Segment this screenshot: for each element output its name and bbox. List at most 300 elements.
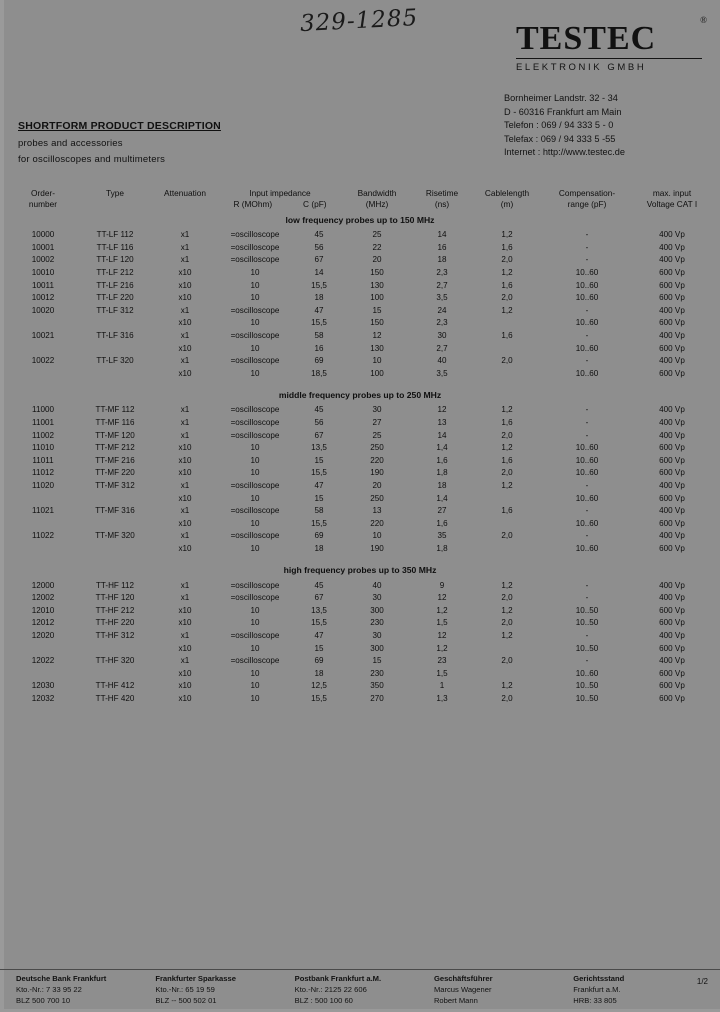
cell-order-number (10, 517, 76, 530)
cell-compensation: - (585, 331, 589, 341)
cell-type: TT-HF 420 (95, 693, 135, 703)
cell-attenuation: x1 (180, 630, 190, 640)
cell-impedance-r: 10 (250, 668, 260, 678)
footer-column-title: Gerichtsstand (573, 973, 625, 983)
cell-type: TT-MF 220 (95, 468, 135, 478)
cell-impedance-c: 47 (314, 630, 324, 640)
cell-cablelength: 2,0 (501, 531, 513, 541)
cell-max-voltage: 600 Vp (659, 468, 685, 478)
cell-order-number: 10010 (31, 268, 55, 278)
footer-column-line: Robert Mann (433, 995, 478, 1005)
cell-impedance-r: =oscilloscope (230, 580, 280, 590)
handwritten-reference-number: 329-1285 (299, 4, 419, 38)
cell-risetime: 12 (437, 405, 447, 415)
footer-column-title: Frankfurter Sparkasse (155, 973, 236, 983)
cell-compensation: 10..50 (575, 643, 599, 653)
cell-cablelength: 2,0 (501, 468, 513, 478)
cell-type: TT-LF 116 (96, 242, 134, 252)
table-row (10, 404, 710, 417)
cell-impedance-r: =oscilloscope (230, 356, 280, 366)
cell-type: TT-MF 320 (95, 531, 135, 541)
table-row (10, 543, 710, 556)
cell-risetime: 2,3 (436, 268, 448, 278)
cell-compensation: - (585, 356, 589, 366)
cell-bandwidth: 30 (372, 593, 382, 603)
cell-bandwidth: 30 (372, 405, 382, 415)
cell-attenuation: x10 (178, 293, 192, 303)
cell-attenuation: x1 (180, 230, 190, 240)
cell-cablelength: 1,6 (501, 280, 513, 290)
footer-columns (0, 974, 720, 1007)
table-row (10, 317, 710, 330)
cell-attenuation: x10 (178, 493, 192, 503)
cell-risetime: 1,5 (436, 668, 448, 678)
cell-bandwidth: 100 (370, 368, 384, 378)
cell-type (76, 492, 154, 505)
cell-impedance-r: 10 (250, 293, 260, 303)
footer-column-line: Kto.-Nr.: 2125 22 606 (294, 985, 367, 994)
document-headline (18, 120, 318, 165)
cell-risetime: 3,5 (436, 293, 448, 303)
cell-order-number: 12032 (31, 693, 55, 703)
cell-attenuation: x1 (180, 305, 190, 315)
cell-attenuation: x10 (178, 605, 192, 615)
table-row (10, 592, 710, 605)
cell-risetime: 1,8 (436, 468, 448, 478)
cell-bandwidth: 27 (372, 418, 382, 428)
cell-attenuation: x10 (178, 618, 192, 628)
cell-type (76, 517, 154, 530)
headline-subtitle-2: for oscilloscopes and multimeters (18, 154, 166, 165)
footer-column-line: Frankfurt a.M. (573, 985, 621, 994)
table-row (10, 480, 710, 493)
cell-order-number (10, 543, 76, 556)
cell-risetime: 27 (437, 506, 447, 516)
cell-compensation: - (585, 580, 589, 590)
cell-max-voltage: 600 Vp (659, 293, 685, 303)
cell-impedance-c: 18 (314, 543, 324, 553)
cell-risetime: 18 (437, 480, 447, 490)
cell-impedance-r: 10 (250, 455, 260, 465)
cell-impedance-r: 10 (250, 268, 260, 278)
cell-compensation: - (585, 656, 589, 666)
cell-impedance-c: 14 (314, 268, 324, 278)
cell-attenuation: x10 (178, 643, 192, 653)
logo-text: TESTEC (516, 20, 657, 57)
cell-max-voltage: 400 Vp (659, 480, 685, 490)
cell-cablelength (474, 642, 540, 655)
footer-column (16, 974, 147, 1007)
table-row (10, 579, 710, 592)
cell-order-number: 11001 (32, 418, 54, 428)
cell-impedance-c: 67 (314, 255, 324, 265)
table-row (10, 693, 710, 706)
cell-attenuation: x1 (180, 593, 190, 603)
cell-attenuation: x10 (178, 455, 192, 465)
cell-max-voltage: 600 Vp (659, 643, 685, 653)
cell-cablelength: 1,2 (501, 305, 513, 315)
table-row (10, 455, 710, 468)
cell-bandwidth: 230 (370, 618, 384, 628)
cell-order-number: 12000 (31, 580, 55, 590)
cell-compensation: - (585, 506, 589, 516)
cell-impedance-r: 10 (250, 493, 260, 503)
col-header-input-impedance: Input impedance R (MOhm) C (pF) (233, 188, 327, 209)
cell-bandwidth: 22 (372, 242, 382, 252)
cell-impedance-c: 15,5 (311, 468, 327, 478)
cell-max-voltage: 600 Vp (659, 618, 685, 628)
company-logo (516, 15, 708, 73)
cell-attenuation: x1 (180, 531, 190, 541)
cell-compensation: - (585, 405, 589, 415)
col-header-risetime: Risetime (ns) (425, 188, 459, 209)
cell-cablelength: 1,2 (501, 443, 513, 453)
cell-order-number: 11010 (32, 443, 54, 453)
cell-max-voltage: 600 Vp (659, 455, 685, 465)
cell-attenuation: x1 (180, 418, 190, 428)
cell-cablelength (474, 492, 540, 505)
cell-order-number: 10022 (31, 356, 55, 366)
table-section-header (10, 386, 710, 404)
cell-impedance-r: =oscilloscope (230, 255, 280, 265)
cell-order-number: 12022 (31, 656, 55, 666)
table-row (10, 492, 710, 505)
cell-impedance-c: 69 (314, 531, 324, 541)
cell-attenuation: x1 (180, 356, 190, 366)
cell-compensation: 10..60 (575, 268, 599, 278)
cell-impedance-r: =oscilloscope (230, 656, 280, 666)
cell-cablelength (474, 317, 540, 330)
table-row (10, 630, 710, 643)
cell-risetime: 2,7 (436, 343, 448, 353)
cell-compensation: 10..60 (575, 543, 599, 553)
table-section-header (10, 561, 710, 579)
cell-impedance-c: 47 (314, 305, 324, 315)
cell-max-voltage: 400 Vp (659, 242, 685, 252)
table-row (10, 667, 710, 680)
cell-type: TT-LF 216 (96, 280, 134, 290)
cell-order-number: 11022 (32, 531, 54, 541)
cell-bandwidth: 270 (370, 693, 384, 703)
address-line-internet: Internet : http://www.testec.de (504, 147, 626, 157)
cell-compensation: - (585, 430, 589, 440)
cell-order-number (10, 342, 76, 355)
cell-impedance-r: 10 (250, 543, 260, 553)
cell-attenuation: x1 (180, 580, 190, 590)
cell-bandwidth: 300 (370, 643, 384, 653)
cell-max-voltage: 400 Vp (659, 255, 685, 265)
cell-impedance-r: 10 (250, 343, 260, 353)
cell-impedance-c: 58 (314, 331, 324, 341)
cell-risetime: 12 (437, 593, 447, 603)
cell-order-number: 12030 (31, 681, 55, 691)
cell-order-number (10, 317, 76, 330)
footer-column (573, 974, 704, 1007)
cell-impedance-c: 15,5 (311, 518, 327, 528)
table-row (10, 655, 710, 668)
cell-impedance-c: 67 (314, 593, 324, 603)
col-header-cablelength: Cablelength (m) (484, 188, 530, 209)
cell-impedance-r: =oscilloscope (230, 418, 280, 428)
col-header-bandwidth: Bandwidth (MHz) (357, 188, 397, 209)
cell-compensation: 10..60 (575, 368, 599, 378)
cell-bandwidth: 25 (372, 430, 382, 440)
cell-order-number (10, 642, 76, 655)
cell-compensation: 10..50 (575, 681, 599, 691)
cell-type: TT-MF 216 (95, 455, 135, 465)
cell-cablelength: 1,2 (501, 681, 513, 691)
col-header-impedance-c: C (pF) (303, 199, 327, 209)
cell-impedance-r: 10 (250, 443, 260, 453)
table-row (10, 242, 710, 255)
cell-type: TT-LF 316 (96, 331, 134, 341)
cell-bandwidth: 20 (372, 480, 382, 490)
footer-column-line: BLZ 500 700 10 (16, 995, 71, 1005)
cell-max-voltage: 600 Vp (659, 605, 685, 615)
cell-risetime: 1,6 (436, 455, 448, 465)
cell-risetime: 35 (437, 531, 447, 541)
cell-compensation: - (585, 305, 589, 315)
cell-cablelength: 1,2 (501, 605, 513, 615)
cell-max-voltage: 600 Vp (659, 443, 685, 453)
cell-bandwidth: 130 (370, 343, 384, 353)
cell-cablelength (474, 517, 540, 530)
footer-column-line: Kto.-Nr.: 65 19 59 (155, 985, 215, 994)
cell-risetime: 16 (437, 242, 447, 252)
cell-order-number: 10021 (31, 331, 55, 341)
cell-bandwidth: 25 (372, 230, 382, 240)
cell-risetime: 1,4 (436, 493, 448, 503)
cell-type (76, 317, 154, 330)
cell-type (76, 667, 154, 680)
cell-compensation: - (585, 418, 589, 428)
cell-risetime: 24 (437, 305, 447, 315)
cell-bandwidth: 150 (370, 318, 384, 328)
cell-bandwidth: 12 (372, 331, 382, 341)
cell-type: TT-LF 120 (96, 255, 134, 265)
cell-cablelength (474, 667, 540, 680)
table-header-row (10, 188, 710, 211)
cell-compensation: 10..60 (575, 668, 599, 678)
cell-type: TT-HF 120 (95, 593, 135, 603)
cell-order-number: 10001 (31, 242, 55, 252)
cell-bandwidth: 30 (372, 630, 382, 640)
footer-column-line: Marcus Wagener (433, 985, 492, 994)
cell-max-voltage: 400 Vp (659, 580, 685, 590)
cell-order-number: 11002 (32, 430, 54, 440)
cell-cablelength: 1,2 (501, 580, 513, 590)
table-row (10, 467, 710, 480)
cell-bandwidth: 15 (372, 656, 382, 666)
cell-risetime: 1 (439, 681, 445, 691)
cell-bandwidth: 150 (370, 268, 384, 278)
cell-cablelength (474, 368, 540, 381)
logo-subtitle: ELEKTRONIK GMBH (516, 62, 647, 73)
cell-max-voltage: 400 Vp (659, 418, 685, 428)
cell-bandwidth: 40 (372, 580, 382, 590)
cell-risetime: 1,5 (436, 618, 448, 628)
cell-risetime: 9 (439, 580, 445, 590)
cell-impedance-r: =oscilloscope (230, 593, 280, 603)
cell-type: TT-HF 312 (95, 630, 135, 640)
cell-max-voltage: 600 Vp (659, 343, 685, 353)
cell-bandwidth: 220 (370, 455, 384, 465)
cell-cablelength: 1,2 (501, 405, 513, 415)
cell-compensation: 10..60 (575, 493, 599, 503)
cell-impedance-c: 56 (314, 418, 324, 428)
cell-compensation: 10..50 (575, 605, 599, 615)
cell-cablelength: 2,0 (501, 356, 513, 366)
footer-column-title: Deutsche Bank Frankfurt (16, 973, 107, 983)
cell-risetime: 1,8 (436, 543, 448, 553)
cell-impedance-r: =oscilloscope (230, 331, 280, 341)
cell-order-number: 12020 (31, 630, 55, 640)
cell-order-number: 10020 (31, 305, 55, 315)
specification-table-container (10, 188, 712, 705)
cell-risetime: 30 (437, 331, 447, 341)
cell-impedance-r: 10 (250, 318, 260, 328)
cell-attenuation: x10 (178, 368, 192, 378)
cell-max-voltage: 600 Vp (659, 368, 685, 378)
footer-column-line: HRB: 33 805 (573, 995, 617, 1005)
cell-impedance-c: 18 (314, 293, 324, 303)
cell-cablelength: 2,0 (501, 693, 513, 703)
cell-bandwidth: 300 (370, 605, 384, 615)
footer-column-line: BLZ : 500 100 60 (294, 995, 353, 1005)
col-header-impedance-r: R (MOhm) (233, 199, 273, 209)
cell-impedance-r: =oscilloscope (230, 242, 280, 252)
cell-impedance-c: 56 (314, 242, 324, 252)
cell-impedance-r: 10 (250, 280, 260, 290)
cell-compensation: 10..60 (575, 443, 599, 453)
cell-compensation: - (585, 531, 589, 541)
cell-bandwidth: 10 (372, 531, 382, 541)
cell-impedance-c: 12,5 (311, 681, 327, 691)
table-row (10, 292, 710, 305)
footer-column-line: Kto.-Nr.: 7 33 95 22 (16, 985, 82, 994)
cell-compensation: 10..60 (575, 518, 599, 528)
cell-attenuation: x1 (180, 506, 190, 516)
cell-max-voltage: 600 Vp (659, 280, 685, 290)
cell-max-voltage: 400 Vp (659, 593, 685, 603)
cell-type: TT-HF 412 (95, 681, 135, 691)
footer-column-title: Postbank Frankfurt a.M. (294, 973, 382, 983)
table-row (10, 442, 710, 455)
cell-risetime: 1,2 (436, 605, 448, 615)
cell-cablelength: 2,0 (501, 593, 513, 603)
cell-impedance-r: =oscilloscope (230, 506, 280, 516)
cell-cablelength: 1,2 (501, 230, 513, 240)
cell-bandwidth: 100 (370, 293, 384, 303)
cell-cablelength: 2,0 (501, 255, 513, 265)
cell-cablelength: 2,0 (501, 618, 513, 628)
cell-impedance-c: 15 (314, 455, 324, 465)
cell-order-number (10, 667, 76, 680)
cell-order-number: 10002 (31, 255, 55, 265)
cell-cablelength: 2,0 (501, 293, 513, 303)
cell-order-number: 12002 (31, 593, 55, 603)
cell-impedance-c: 15,5 (311, 618, 327, 628)
cell-risetime: 1,3 (436, 693, 448, 703)
cell-risetime: 2,3 (436, 318, 448, 328)
cell-impedance-c: 15,5 (311, 280, 327, 290)
cell-impedance-c: 15 (314, 643, 324, 653)
cell-bandwidth: 130 (370, 280, 384, 290)
cell-risetime: 14 (437, 230, 447, 240)
cell-max-voltage: 600 Vp (659, 693, 685, 703)
col-header-type: Type (106, 188, 124, 198)
section-title: middle frequency probes up to 250 MHz (278, 390, 442, 401)
table-row (10, 530, 710, 543)
cell-max-voltage: 600 Vp (659, 268, 685, 278)
cell-impedance-r: =oscilloscope (230, 405, 280, 415)
cell-cablelength (474, 543, 540, 556)
cell-impedance-r: =oscilloscope (230, 630, 280, 640)
cell-risetime: 12 (437, 630, 447, 640)
col-header-compensation-range: Compensation- range (pF) (558, 188, 616, 209)
cell-bandwidth: 15 (372, 305, 382, 315)
table-row (10, 368, 710, 381)
cell-attenuation: x1 (180, 430, 190, 440)
cell-attenuation: x10 (178, 681, 192, 691)
section-title: high frequency probes up to 350 MHz (283, 565, 437, 576)
cell-cablelength: 1,6 (501, 418, 513, 428)
cell-max-voltage: 600 Vp (659, 543, 685, 553)
cell-impedance-c: 18 (314, 668, 324, 678)
cell-compensation: 10..50 (575, 618, 599, 628)
cell-compensation: 10..60 (575, 280, 599, 290)
table-row (10, 429, 710, 442)
table-row (10, 267, 710, 280)
cell-risetime: 1,2 (436, 643, 448, 653)
cell-cablelength: 1,2 (501, 268, 513, 278)
cell-type: TT-MF 212 (95, 443, 135, 453)
cell-max-voltage: 400 Vp (659, 506, 685, 516)
table-row (10, 417, 710, 430)
cell-type: TT-MF 120 (95, 430, 135, 440)
cell-impedance-r: =oscilloscope (230, 305, 280, 315)
cell-cablelength: 2,0 (501, 656, 513, 666)
cell-type: TT-HF 212 (95, 605, 135, 615)
cell-impedance-c: 69 (314, 656, 324, 666)
cell-compensation: 10..60 (575, 468, 599, 478)
cell-max-voltage: 600 Vp (659, 318, 685, 328)
footer-column (434, 974, 565, 1007)
page-title: SHORTFORM PRODUCT DESCRIPTION (18, 120, 221, 132)
cell-type: TT-LF 220 (96, 293, 134, 303)
footer-column-line: BLZ -- 500 502 01 (155, 995, 217, 1005)
cell-impedance-c: 18,5 (311, 368, 327, 378)
cell-type: TT-LF 112 (96, 230, 134, 240)
cell-bandwidth: 250 (370, 443, 384, 453)
cell-attenuation: x1 (180, 331, 190, 341)
cell-compensation: - (585, 230, 589, 240)
cell-risetime: 1,6 (436, 518, 448, 528)
cell-impedance-r: 10 (250, 618, 260, 628)
cell-risetime: 13 (437, 418, 447, 428)
cell-impedance-c: 58 (314, 506, 324, 516)
cell-order-number: 11021 (32, 506, 54, 516)
table-row (10, 642, 710, 655)
cell-cablelength: 1,6 (501, 242, 513, 252)
col-header-order-number: Order- number (28, 188, 58, 209)
cell-bandwidth: 250 (370, 493, 384, 503)
cell-compensation: 10..50 (575, 693, 599, 703)
cell-cablelength: 1,2 (501, 480, 513, 490)
cell-impedance-r: 10 (250, 518, 260, 528)
cell-max-voltage: 400 Vp (659, 356, 685, 366)
cell-order-number: 10011 (32, 280, 54, 290)
